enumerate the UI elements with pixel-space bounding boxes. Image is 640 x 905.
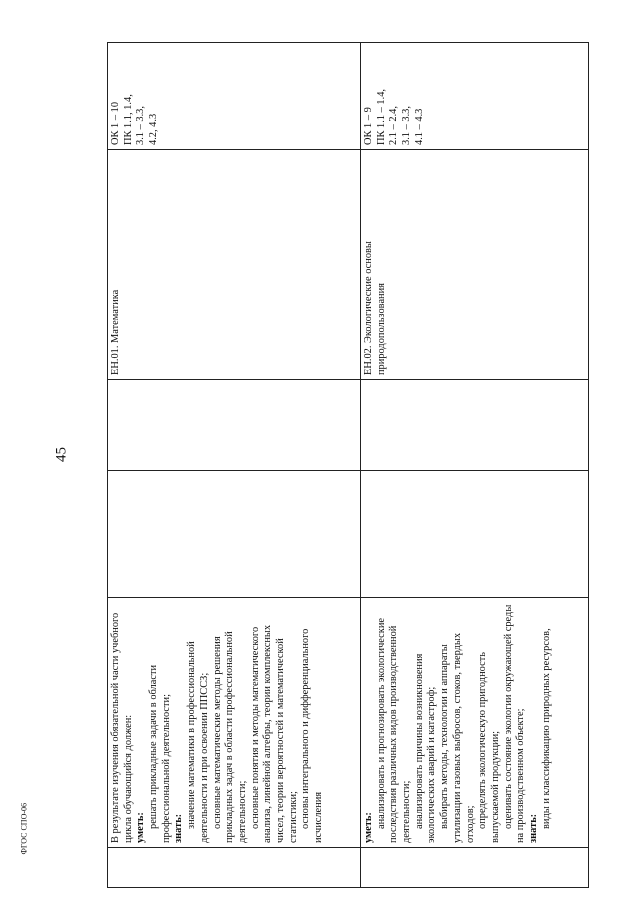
requirement-line: анализировать причины возникновения экологических аварий и катастроф; — [413, 653, 438, 843]
requirement-line: В результате изучения обязательной части учебного цикла обучающийся должен: — [110, 612, 134, 843]
rotated-table-wrapper — [107, 43, 588, 888]
competency-code: 4.1 – 4.3 — [413, 108, 425, 145]
requirement-line: знать: — [173, 813, 185, 843]
table-row — [361, 43, 589, 888]
requirement-line: анализировать и прогнозировать экологические последствия различных видов производственной деятельности; — [375, 617, 413, 843]
requirement-line: знать: — [527, 813, 539, 843]
requirement-line: основы интегрального и дифференциального исчисления — [300, 628, 324, 843]
competency-code: ПК 1.1, 1.4, — [122, 94, 134, 145]
competency-code: 2.1 – 2.4, — [388, 106, 400, 145]
empty-cell — [361, 471, 589, 598]
requirements-cell — [361, 598, 589, 848]
competency-code: ОК 1 – 10 — [110, 101, 121, 145]
footer-code: ФГОС СПО-06 — [19, 802, 29, 855]
requirements-cell — [108, 598, 361, 848]
index-cell — [108, 848, 361, 888]
empty-cell — [361, 380, 589, 471]
competency-code: 3.1 – 3.3, — [401, 106, 413, 145]
competency-code: ПК 1.1 – 1.4, — [375, 89, 387, 145]
requirement-line: определять экологическую пригодность выпускаемой продукции; — [477, 652, 501, 843]
requirement-line: значение математики в профессиональной деятельности и при освоении ППССЗ; — [186, 641, 210, 843]
empty-cell — [108, 380, 361, 471]
requirement-line: оценивать состояние экологии окружающей среды на производственном объекте; — [502, 604, 527, 843]
standards-table — [107, 42, 589, 888]
competencies-cell — [361, 43, 589, 150]
page-number: 45 — [53, 447, 70, 462]
discipline-cell: ЕН.01. Математика — [108, 150, 361, 380]
requirement-line: уметь: — [363, 812, 374, 843]
requirement-line: виды и классификацию природных ресурсов, — [540, 628, 552, 829]
competency-code: 4.2, 4.3 — [148, 113, 160, 145]
table-row — [108, 43, 361, 888]
requirement-line: решать прикладные задачи в области профессиональной деятельности; — [148, 664, 172, 843]
requirement-line: основные математические методы решения прикладных задач в области профессиональной деятельности; — [211, 631, 248, 843]
requirement-line: основные понятия и методы математического анализа, линейной алгебры, теории комплексных чисел, теории вероятностей и математической статистики; — [249, 624, 299, 843]
competency-code: ОК 1 – 9 — [363, 107, 374, 145]
requirement-line: уметь: — [135, 812, 147, 843]
empty-cell — [108, 471, 361, 598]
competency-code: 3.1 – 3.3, — [135, 106, 147, 145]
discipline-cell: ЕН.02. Экологические основы природопользования — [361, 150, 589, 380]
competencies-cell — [108, 43, 361, 150]
index-cell — [361, 848, 589, 888]
requirement-line: выбирать методы, технологии и аппараты утилизации газовых выбросов, стоков, твердых отходов; — [439, 632, 476, 843]
